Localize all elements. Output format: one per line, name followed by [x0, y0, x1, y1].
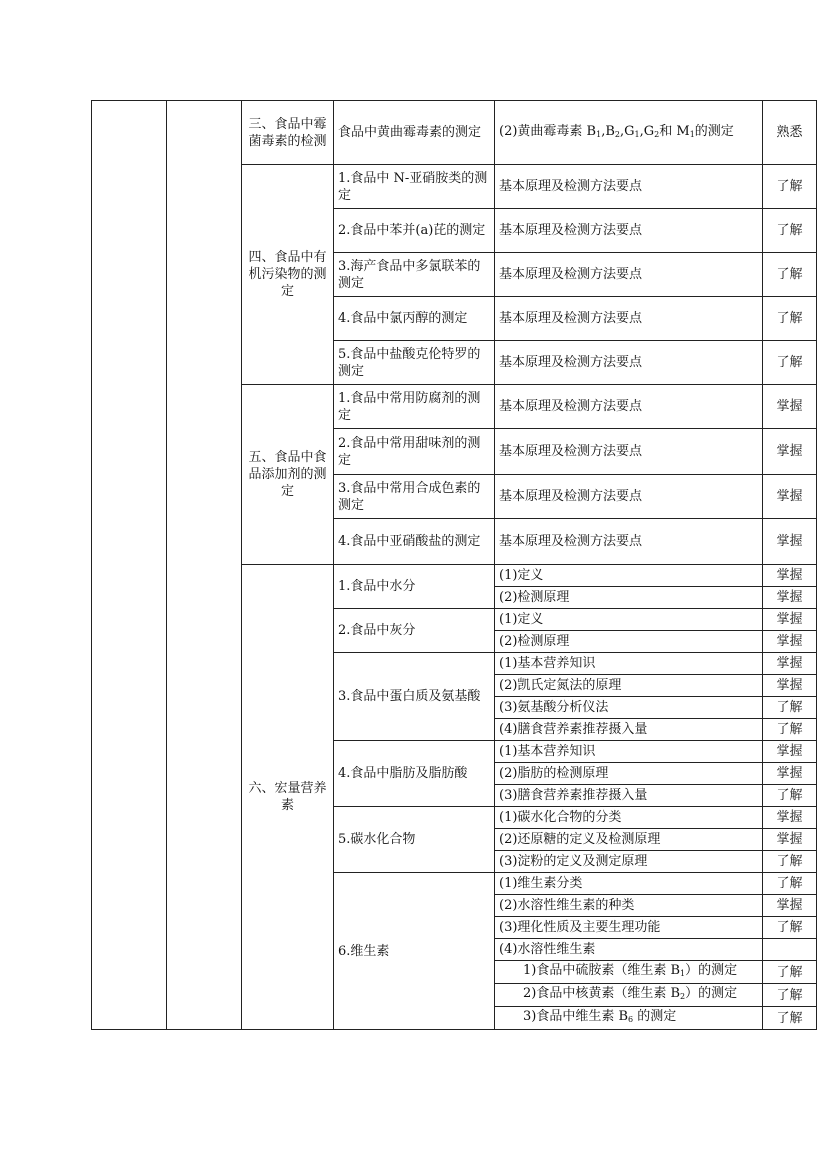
level-badge: 掌握 [763, 565, 817, 587]
item-text: 基本原理及检测方法要点 [495, 297, 763, 341]
level-badge: 了解 [763, 253, 817, 297]
level-badge: 掌握 [763, 587, 817, 609]
item-text: (1)定义 [495, 565, 763, 587]
item-text: 基本原理及检测方法要点 [495, 253, 763, 297]
topic-name: 2.食品中常用甜味剂的测定 [334, 429, 495, 475]
syllabus-table [91, 100, 817, 1030]
level-badge: 掌握 [763, 829, 817, 851]
topic-name: 食品中黄曲霉毒素的测定 [334, 101, 495, 165]
topic-name: 5.食品中盐酸克伦特罗的测定 [334, 341, 495, 385]
item-text: 基本原理及检测方法要点 [495, 429, 763, 475]
topic-name: 1.食品中水分 [334, 565, 495, 609]
level-badge: 了解 [763, 297, 817, 341]
item-text: 基本原理及检测方法要点 [495, 519, 763, 565]
item-text: (2)黄曲霉毒素 $B_1,B_2,G_1,G_2$和 $M_1$的测定 [495, 101, 763, 165]
level-badge: 掌握 [763, 519, 817, 565]
level-badge: 掌握 [763, 763, 817, 785]
item-text: 基本原理及检测方法要点 [495, 165, 763, 209]
level-badge: 了解 [763, 917, 817, 939]
level-badge: 掌握 [763, 609, 817, 631]
level-badge: 了解 [763, 961, 817, 984]
topic-name: 3.海产食品中多氯联苯的测定 [334, 253, 495, 297]
item-text: 3)食品中维生素 $B_6$ 的测定 [495, 1007, 763, 1030]
item-text: (2)检测原理 [495, 587, 763, 609]
level-badge: 掌握 [763, 895, 817, 917]
topic-name: 6.维生素 [334, 873, 495, 1030]
item-text: (2)凯氏定氮法的原理 [495, 675, 763, 697]
level-badge: 掌握 [763, 475, 817, 519]
blank-cell-2 [167, 101, 242, 1030]
level-badge: 了解 [763, 165, 817, 209]
level-badge: 掌握 [763, 675, 817, 697]
level-badge: 了解 [763, 984, 817, 1007]
level-badge: 掌握 [763, 653, 817, 675]
item-text: 基本原理及检测方法要点 [495, 475, 763, 519]
item-text: 2)食品中核黄素（维生素 $B_2$）的测定 [495, 984, 763, 1007]
table-row [92, 101, 817, 165]
topic-name: 3.食品中常用合成色素的测定 [334, 475, 495, 519]
topic-name: 1.食品中常用防腐剂的测定 [334, 385, 495, 429]
item-text: 基本原理及检测方法要点 [495, 385, 763, 429]
item-text: (2)检测原理 [495, 631, 763, 653]
topic-name: 5.碳水化合物 [334, 807, 495, 873]
section-title: 三、食品中霉菌毒素的检测 [242, 101, 334, 165]
item-text: 基本原理及检测方法要点 [495, 209, 763, 253]
topic-name: 4.食品中氯丙醇的测定 [334, 297, 495, 341]
level-badge: 了解 [763, 209, 817, 253]
topic-name: 2.食品中灰分 [334, 609, 495, 653]
topic-name: 4.食品中脂肪及脂肪酸 [334, 741, 495, 807]
level-badge [763, 939, 817, 961]
section-title: 四、食品中有机污染物的测定 [242, 165, 334, 385]
item-text: (3)膳食营养素推荐摄入量 [495, 785, 763, 807]
level-badge: 了解 [763, 851, 817, 873]
level-badge: 了解 [763, 873, 817, 895]
syllabus-body [92, 101, 817, 1030]
level-badge: 了解 [763, 697, 817, 719]
section-title: 五、食品中食品添加剂的测定 [242, 385, 334, 565]
level-badge: 掌握 [763, 429, 817, 475]
section-title: 六、宏量营养素 [242, 565, 334, 1030]
level-badge: 了解 [763, 719, 817, 741]
item-text: (1)定义 [495, 609, 763, 631]
level-badge: 了解 [763, 1007, 817, 1030]
topic-name: 3.食品中蛋白质及氨基酸 [334, 653, 495, 741]
topic-name: 4.食品中亚硝酸盐的测定 [334, 519, 495, 565]
level-badge: 掌握 [763, 385, 817, 429]
item-text: (4)水溶性维生素 [495, 939, 763, 961]
item-text: (2)水溶性维生素的种类 [495, 895, 763, 917]
level-badge: 了解 [763, 785, 817, 807]
item-text: (2)还原糖的定义及检测原理 [495, 829, 763, 851]
level-badge: 了解 [763, 341, 817, 385]
item-text: (1)基本营养知识 [495, 741, 763, 763]
item-text: (2)脂肪的检测原理 [495, 763, 763, 785]
level-badge: 掌握 [763, 631, 817, 653]
topic-name: 2.食品中苯并(a)芘的测定 [334, 209, 495, 253]
item-text: 1)食品中硫胺素（维生素 $B_1$）的测定 [495, 961, 763, 984]
item-text: (3)淀粉的定义及测定原理 [495, 851, 763, 873]
item-text: (4)膳食营养素推荐摄入量 [495, 719, 763, 741]
level-badge: 熟悉 [763, 101, 817, 165]
item-text: (3)氨基酸分析仪法 [495, 697, 763, 719]
topic-name: 1.食品中 N-亚硝胺类的测定 [334, 165, 495, 209]
item-text: (1)碳水化合物的分类 [495, 807, 763, 829]
item-text: (1)维生素分类 [495, 873, 763, 895]
level-badge: 掌握 [763, 807, 817, 829]
blank-cell-1 [92, 101, 167, 1030]
item-text: 基本原理及检测方法要点 [495, 341, 763, 385]
item-text: (1)基本营养知识 [495, 653, 763, 675]
level-badge: 掌握 [763, 741, 817, 763]
item-text: (3)理化性质及主要生理功能 [495, 917, 763, 939]
